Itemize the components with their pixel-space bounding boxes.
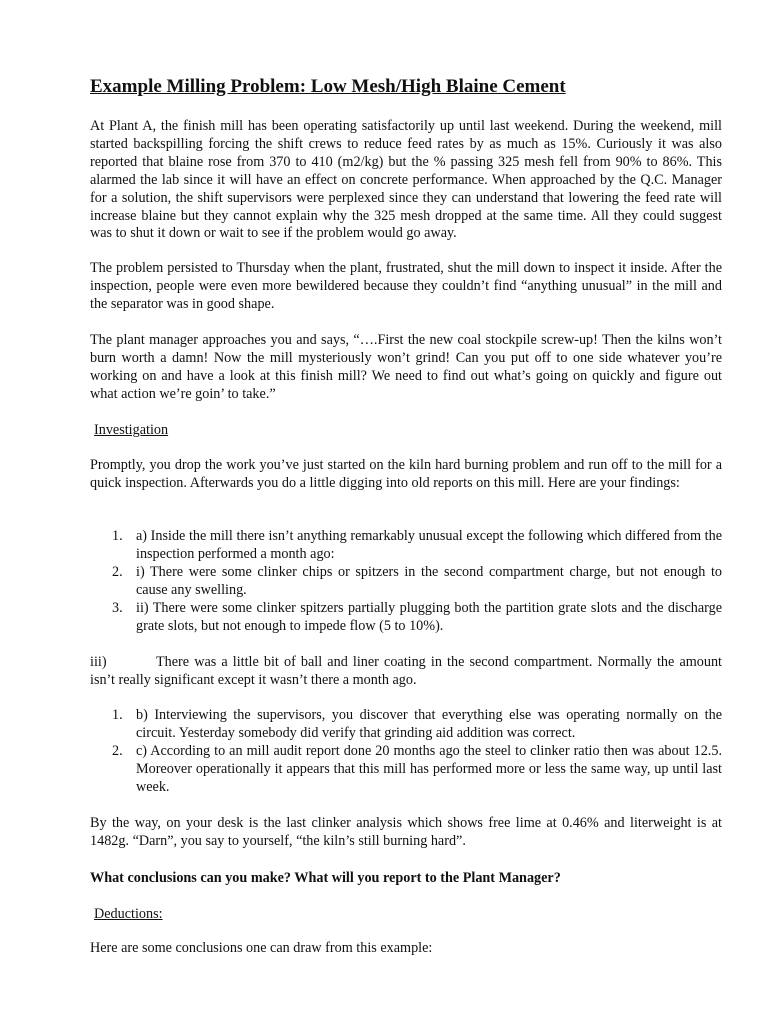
list-item-text: ii) There were some clinker spitzers partially plugging both the partition grate slots and the discharge grate slots, but not enough to impede flow (5 to 10%). [136, 599, 722, 634]
paragraph-plant-manager-quote: The plant manager approaches you and says, “….First the new coal stockpile screw-up! Then the kilns won’t burn worth a damn! Now the mill mysteriously won’t grind! Can you put off to one side whatever you’re working on and have a look at this finish mill? We need to find out what’s going on quickly and figure out what action we’re goin’ to take.” [90, 332, 722, 402]
list-item [90, 600, 722, 636]
paragraph-clinker-analysis: By the way, on your desk is the last clinker analysis which shows free lime at 0.46% and literweight is at 1482g. “Darn”, you say to yourself, “the kiln’s still burning hard”. [90, 815, 722, 849]
list-item-number: 1. [112, 528, 123, 544]
list-item [90, 707, 722, 743]
paragraph-problem-persisted: The problem persisted to Thursday when the plant, frustrated, shut the mill down to inspect it inside. After the inspection, people were even more bewildered because they couldn’t find “anything unusual” in the mill and the separator was in good shape. [90, 260, 722, 312]
list-item-text: c) According to an mill audit report done 20 months ago the steel to clinker ratio then was about 12.5. Moreover operationally it appears that this mill has performed more or less the same way, up until last week. [136, 742, 722, 795]
list-item [90, 564, 722, 600]
list-item-text: b) Interviewing the supervisors, you discover that everything else was operating normally on the circuit. Yesterday somebody did verify that grinding aid addition was correct. [136, 707, 722, 741]
findings-list-1 [90, 528, 722, 635]
list-item [90, 743, 722, 797]
deductions-heading: Deductions: [94, 906, 163, 922]
list-item-number: 2. [112, 742, 123, 759]
list-item [90, 528, 722, 564]
list-item-number: 3. [112, 599, 123, 616]
list-item-number: 1. [112, 707, 123, 723]
list-item-text: i) There were some clinker chips or spitzers in the second compartment charge, but not enough to cause any swelling. [136, 563, 722, 598]
question-line: What conclusions can you make? What will you report to the Plant Manager? [90, 870, 561, 886]
investigation-heading: Investigation [94, 422, 169, 438]
document-title: Example Milling Problem: Low Mesh/High Blaine Cement [90, 76, 566, 97]
paragraph-findings-intro: Promptly, you drop the work you’ve just started on the kiln hard burning problem and run off to the mill for a quick inspection. Afterwards you do a little digging into old reports on this mill. Here are your findings: [90, 457, 722, 491]
list-item-text: a) Inside the mill there isn’t anything remarkably unusual except the following which differed from the inspection performed a month ago: [136, 528, 722, 562]
paragraph-conclusions-intro: Here are some conclusions one can draw from this example: [90, 940, 433, 956]
finding-iii-label: iii) [90, 654, 107, 670]
list-item-number: 2. [112, 563, 123, 580]
finding-iii-text: There was a little bit of ball and liner coating in the second compartment. Normally the amount isn’t really significant except it wasn’t there a month ago. [90, 654, 722, 688]
findings-list-2 [90, 707, 722, 797]
paragraph-intro: At Plant A, the finish mill has been operating satisfactorily up until last weekend. During the weekend, mill started backspilling forcing the shift crews to reduce feed rates by as much as 15%. Curiously it was also reported that blaine rose from 370 to 410 (m2/kg) but the % passing 325 mesh fell from 90% to 86%. This alarmed the lab since it will have an effect on concrete performance. When approached by the Q.C. Manager for a solution, the shift supervisors were perplexed since they can understand that lowering the feed rate will increase blaine but they cannot explain why the 325 mesh dropped at the same time. All they could suggest was to shut it down or wait to see if the problem would go away. [90, 118, 722, 242]
finding-iii [90, 654, 722, 690]
